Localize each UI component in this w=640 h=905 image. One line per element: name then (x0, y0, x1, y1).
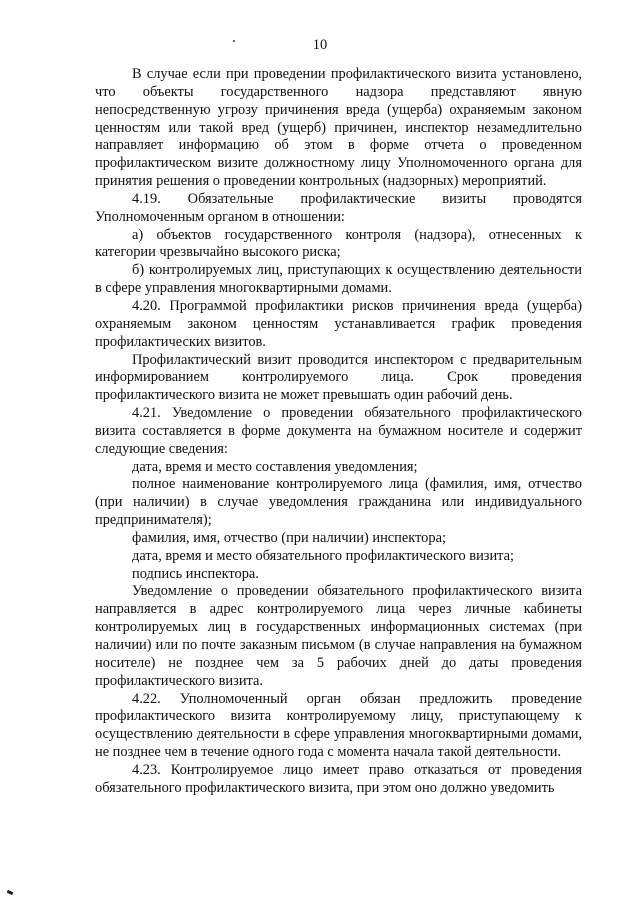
paragraph-4-23: 4.23. Контролируемое лицо имеет право отказаться от проведения обязательного профилактического визита, при этом оно должно уведомить (95, 761, 582, 796)
list-item-visit-date: дата, время и место обязательного профилактического визита; (132, 547, 515, 564)
list-item-inspector-name: фамилия, имя, отчество (при наличии) инспектора; (132, 529, 446, 546)
paragraph-4-21: 4.21. Уведомление о проведении обязательного профилактического визита составляется в форме документа на бумажном носителе и содержит следующие сведения: (95, 405, 582, 457)
list-item-notice-date: дата, время и место составления уведомления; (132, 458, 418, 475)
list-item-controlled-person-name: полное наименование контролируемого лица (фамилия, имя, отчество (при наличии) в случае уведомления гражданина или индивидуального предпринимателя); (95, 476, 582, 529)
page-number: 10 (312, 37, 328, 53)
paragraph-4-19: 4.19. Обязательные профилактические визиты проводятся Уполномоченным органом в отношении: (95, 190, 582, 225)
paragraph-4-19-b: б) контролируемых лиц, приступающих к осуществлению деятельности в сфере управления многоквартирными домами. (95, 262, 582, 297)
paragraph-visit-threat-report: В случае если при проведении профилактического визита установлено, что объекты государственного надзора представляют явную непосредственную угрозу причинения вреда (ущерба) охраняемым законом ценностям или такой вред (ущерб) причинен, инспектор незамедлительно направляет информацию об этом в форме отчета о проведенном профилактическом визите должностному лицу Уполномоченного органа для принятия решения о проведении контрольных (надзорных) мероприятий. (95, 66, 582, 190)
scan-artifact-dot (233, 40, 235, 42)
scan-artifact-mark (7, 890, 14, 895)
list-item-inspector-signature: подпись инспектора. (132, 565, 259, 582)
paragraph-notice-delivery: Уведомление о проведении обязательного профилактического визита направляется в адрес контролируемого лица через личные кабинеты контролируемых лиц в государственных информационных системах (при наличии) или по почте заказным письмом (в случае направления на бумажном носителе) не позднее чем за 5 рабочих дней до даты проведения профилактического визита. (95, 583, 582, 689)
document-body (95, 66, 582, 798)
paragraph-4-19-a: а) объектов государственного контроля (надзора), отнесенных к категории чрезвычайно высокого риска; (95, 226, 582, 261)
paragraph-4-20: 4.20. Программой профилактики рисков причинения вреда (ущерба) охраняемым законом ценностям устанавливается график проведения профилактических визитов. (95, 297, 582, 350)
paragraph-visit-duration: Профилактический визит проводится инспектором с предварительным информированием контролируемого лица. Срок проведения профилактического визита не может превышать один рабочий день. (95, 351, 582, 404)
paragraph-4-22: 4.22. Уполномоченный орган обязан предложить проведение профилактического визита контролируемому лицу, приступающему к осуществлению деятельности в сфере управления многоквартирными домами, не позднее чем в течение одного года с момента начала такой деятельности. (95, 690, 582, 761)
